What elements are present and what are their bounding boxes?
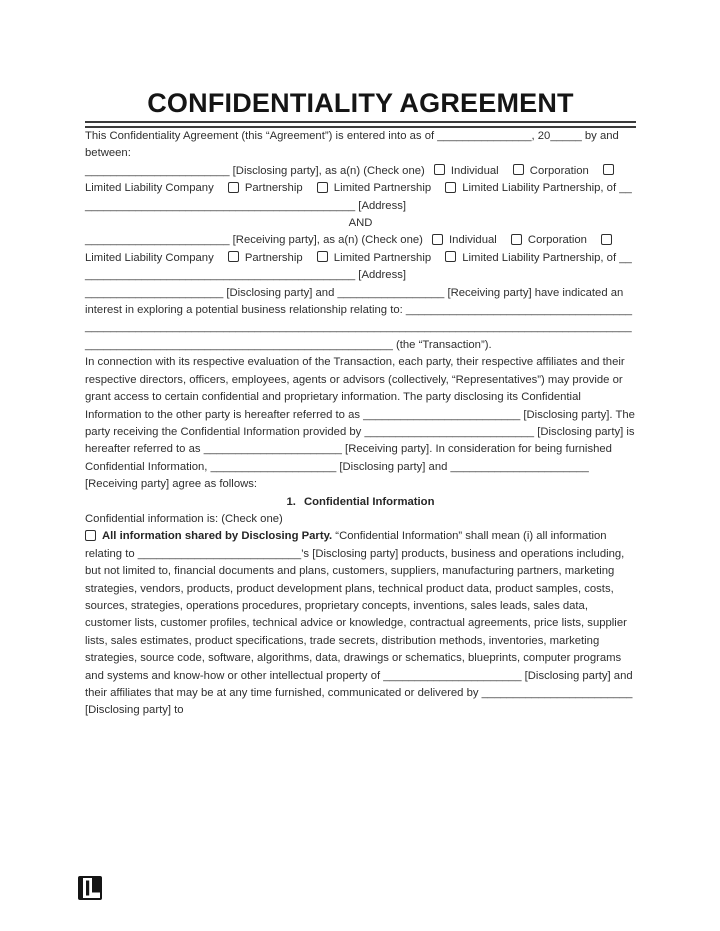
- intro-text-after: by and between:: [85, 130, 619, 160]
- receiving-option-individual: [432, 234, 497, 246]
- option-label-corporation: Corporation: [527, 234, 587, 247]
- disclosing-address-label: [Address]: [355, 199, 407, 212]
- legal-templates-logo: [78, 876, 102, 900]
- disclosing-option-limited-partnership: [317, 182, 431, 194]
- receiving-llp-checkbox[interactable]: [445, 251, 456, 262]
- transaction-paragraph: [85, 285, 636, 355]
- option-label-partnership: Partnership: [244, 251, 303, 264]
- title-divider: [85, 121, 636, 128]
- consideration-text-5: [Disclosing party] and: [336, 460, 451, 473]
- date-blank[interactable]: _______________: [437, 130, 532, 142]
- transaction-text-1: [Disclosing party] and: [223, 286, 338, 299]
- consideration-blank-2[interactable]: ___________________________: [364, 425, 535, 438]
- section-1-number: 1.: [286, 495, 296, 508]
- receiving-party-clause: [85, 232, 636, 284]
- receiving-of-text: , of: [600, 251, 620, 264]
- consideration-blank-4[interactable]: ____________________: [210, 460, 337, 473]
- section-1-heading: [85, 494, 636, 511]
- receiving-option-partnership: [228, 252, 303, 264]
- disclosing-limited-partnership-checkbox[interactable]: [317, 182, 328, 193]
- disclosing-option-individual: [434, 165, 499, 177]
- receiving-corporation-checkbox[interactable]: [511, 234, 522, 245]
- receiving-address-blank[interactable]: _____________________________________________: [85, 251, 632, 282]
- transaction-text-2: [Receiving party] have indicated an interest in exploring a potential business relationship relating to:: [85, 286, 624, 317]
- all-information-clause: [85, 528, 636, 719]
- disclosing-option-partnership: [228, 182, 303, 194]
- check-one-line: Confidential information is: (Check one): [85, 512, 283, 525]
- disclosing-option-llp: [445, 182, 600, 194]
- intro-paragraph: [85, 128, 636, 163]
- consideration-blank-3[interactable]: ______________________: [203, 443, 342, 456]
- delivered-by-blank[interactable]: ________________________: [481, 687, 633, 699]
- option-label-limited-partnership: Limited Partnership: [333, 182, 432, 195]
- option-label-llc: Limited Liability Company: [85, 182, 214, 195]
- receiving-individual-checkbox[interactable]: [432, 234, 443, 245]
- transaction-description-blank[interactable]: ____________________________________________________________________________________________________________________________________________________________________________: [85, 304, 633, 351]
- receiving-address-label: [Address]: [355, 269, 407, 282]
- document-title: CONFIDENTIALITY AGREEMENT: [147, 88, 574, 118]
- all-information-bold-label: All information shared by Disclosing Party.: [102, 530, 333, 543]
- option-label-llp: Limited Liability Partnership: [462, 182, 601, 195]
- all-information-text-3: [Disclosing party] and their affiliates that may be at any time furnished, communicated or delivered by: [85, 669, 633, 699]
- consideration-text-3: [Disclosing party] is hereafter referred to as: [85, 425, 635, 456]
- receiving-llc-checkbox[interactable]: [601, 234, 612, 245]
- disclosing-address-blank[interactable]: _____________________________________________: [85, 182, 632, 212]
- consideration-text-6: [Receiving party] agree as follows:: [85, 478, 258, 491]
- disclosing-option-corporation: [513, 165, 589, 177]
- legal-templates-logo-icon: [78, 876, 102, 900]
- consideration-blank-5[interactable]: ______________________: [450, 460, 589, 473]
- disclosing-corporation-checkbox[interactable]: [513, 164, 524, 175]
- option-label-individual: Individual: [450, 164, 499, 177]
- transaction-receiving-blank[interactable]: _________________: [337, 286, 445, 299]
- all-information-text-1: “Confidential Information” shall mean (i) all information relating to: [85, 530, 607, 560]
- consideration-text-1: In connection with its respective evaluation of the Transaction, each party, their respective affiliates and their respective directors, officers, employees, agents or advisors (collectively, “Representatives”) may provide or grant access to certain confidential and proprietary information. The party disclosing its Confidential Information to the other party is hereafter referred to as: [85, 356, 625, 421]
- receiving-option-limited-partnership: [317, 252, 431, 264]
- receiving-partnership-checkbox[interactable]: [228, 251, 239, 262]
- consideration-paragraph: [85, 354, 636, 493]
- intro-text-mid: , 20: [531, 130, 551, 142]
- transaction-text-3: (the “Transaction”).: [392, 338, 492, 351]
- section-1-title: Confidential Information: [303, 495, 435, 508]
- receiving-option-llp: [445, 252, 600, 264]
- disclosing-clause-text: [Disclosing party], as a(n) (Check one): [229, 164, 425, 177]
- transaction-disclosing-blank[interactable]: ______________________: [85, 286, 224, 299]
- consideration-text-2: [Disclosing party]. The party receiving the Confidential Information provided by: [85, 408, 635, 438]
- option-label-limited-partnership: Limited Partnership: [333, 251, 432, 264]
- relating-to-blank[interactable]: __________________________: [137, 547, 302, 560]
- option-label-llc: Limited Liability Company: [85, 251, 214, 264]
- receiving-limited-partnership-checkbox[interactable]: [317, 251, 328, 262]
- intro-text-before-date: This Confidentiality Agreement (this “Agreement”) is entered into as of: [85, 130, 438, 142]
- disclosing-partnership-checkbox[interactable]: [228, 182, 239, 193]
- option-label-individual: Individual: [449, 234, 497, 247]
- consideration-text-4: [Receiving party]. In consideration for being furnished Confidential Information,: [85, 443, 612, 473]
- all-information-text-2: ’s [Disclosing party] products, business and operations including, but not limited to, financial documents and plans, customers, suppliers, manufacturing partners, marketing strategies, vendors, products, product development plans, technical product data, product samples, costs, sources, strategies, operations procedures, proprietary concepts, inventions, sales leads, sales data, customer lists, customer profiles, technical advice or knowledge, contractual agreements, price lists, supplier lists, sales estimates, product specifications, trade secrets, distribution methods, inventories, marketing strategies, source code, software, algorithms, data, drawings or schematics, blueprints, computer programs and systems and know-how or other intellectual property of: [85, 547, 627, 682]
- disclosing-individual-checkbox[interactable]: [434, 164, 445, 175]
- receiving-option-corporation: [511, 234, 587, 246]
- receiving-clause-text: [Receiving party], as a(n) (Check one): [229, 234, 423, 247]
- option-label-corporation: Corporation: [529, 164, 589, 177]
- all-information-checkbox[interactable]: [85, 530, 96, 541]
- disclosing-llp-checkbox[interactable]: [445, 182, 456, 193]
- intellectual-property-blank[interactable]: ______________________: [383, 669, 522, 682]
- option-label-llp: Limited Liability Partnership: [462, 251, 601, 264]
- all-information-text-4: [Disclosing party] to: [85, 704, 184, 717]
- and-separator: AND: [348, 217, 373, 230]
- option-label-partnership: Partnership: [244, 182, 303, 195]
- receiving-name-blank[interactable]: _______________________: [85, 234, 230, 247]
- disclosing-llc-checkbox[interactable]: [603, 164, 614, 175]
- disclosing-party-clause: [85, 163, 636, 215]
- disclosing-of-text: , of: [600, 182, 620, 195]
- disclosing-name-blank[interactable]: _______________________: [85, 164, 230, 177]
- year-blank[interactable]: _____: [550, 130, 582, 142]
- consideration-blank-1[interactable]: _________________________: [363, 408, 521, 421]
